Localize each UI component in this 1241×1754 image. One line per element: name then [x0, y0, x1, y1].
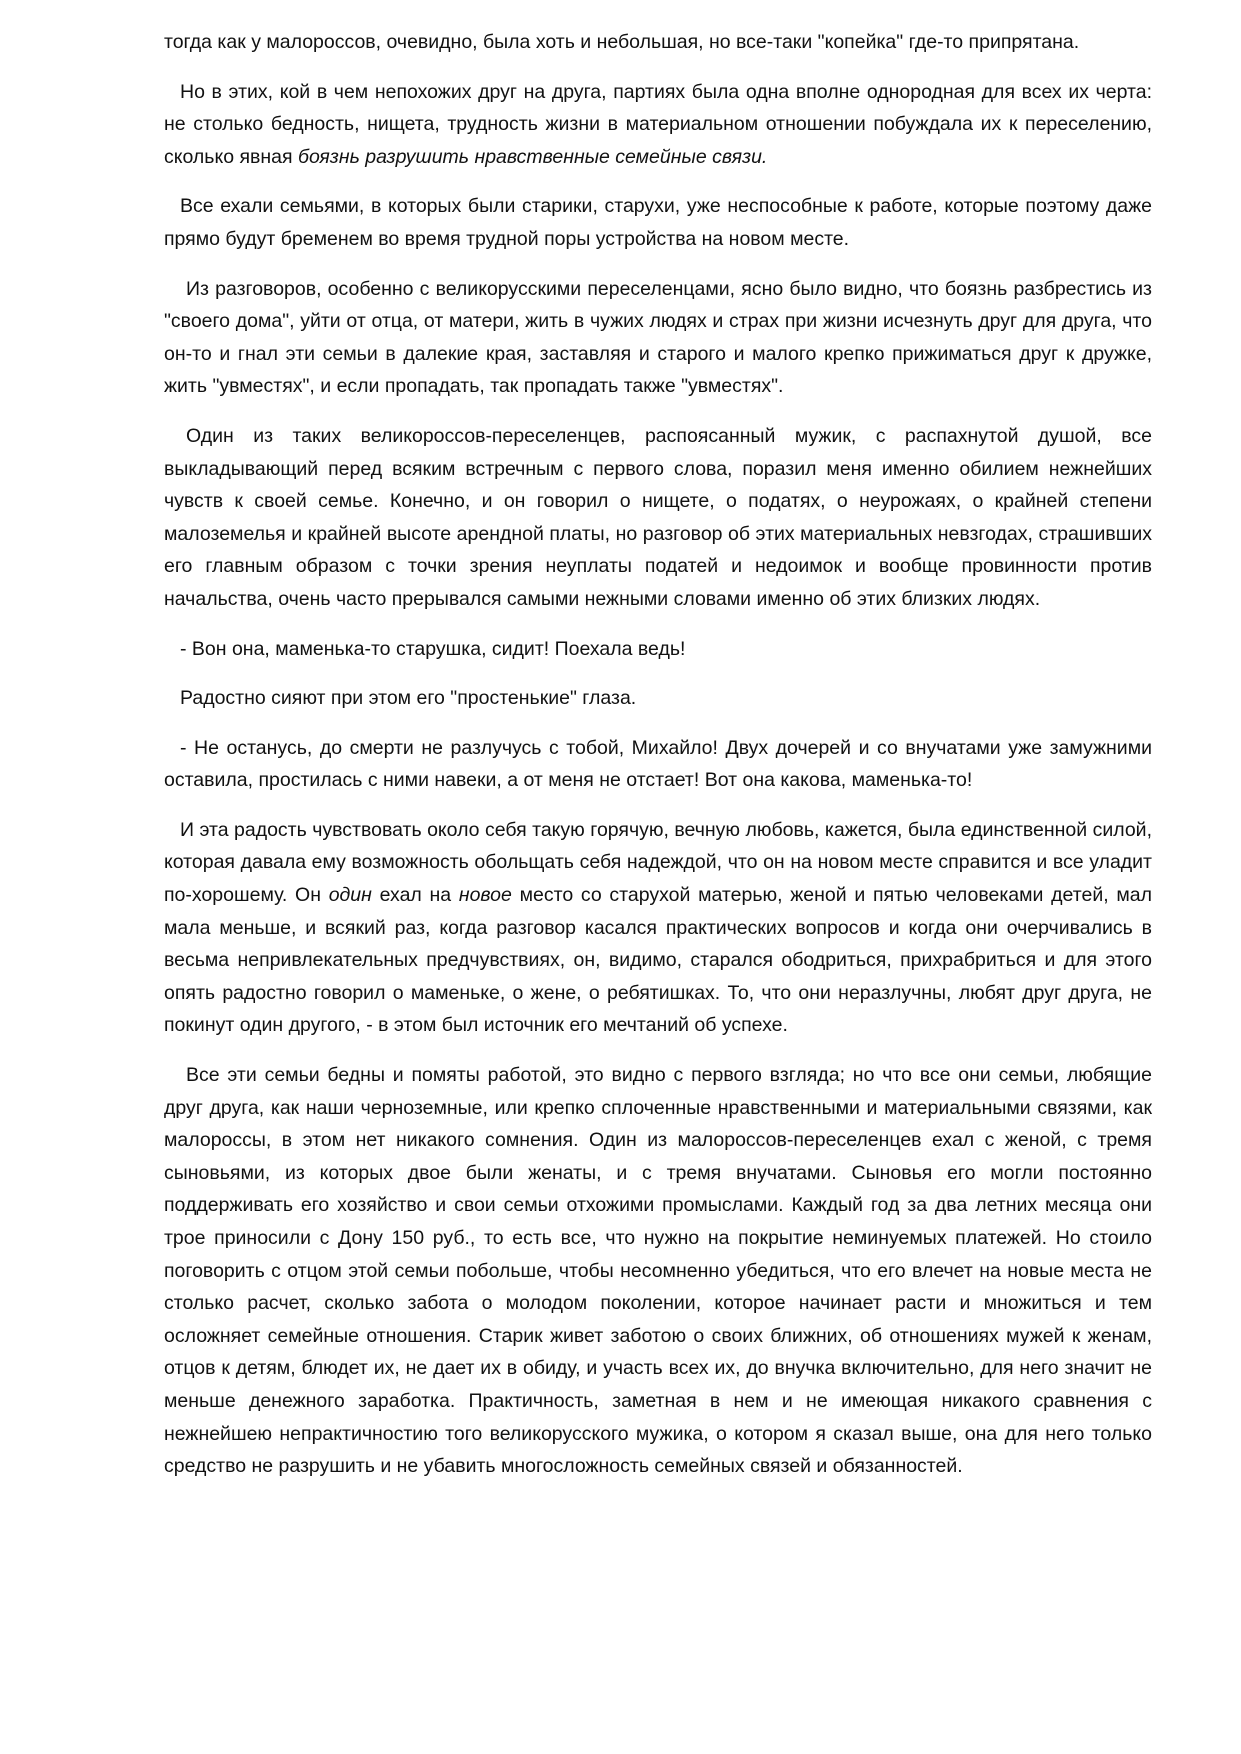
paragraph-9	[164, 814, 1152, 1042]
paragraph-2-emphasis: боязнь разрушить нравственные семейные связи.	[297, 145, 768, 168]
paragraph-10: Все эти семьи бедны и помяты работой, это видно с первого взгляда; но что все они семьи, любящие друг друга, как наши черноземные, или крепко сплоченные нравственными и материальными связями, как малороссы, в этом нет никакого сомнения. Один из малороссов-переселенцев ехал с женой, с тремя сыновьями, из которых двое были женаты, и с тремя внучатами. Сыновья его могли постоянно поддерживать его хозяйство и свои семьи отхожими промыслами. Каждый год за два летних месяца они трое приносили с Дону 150 руб., то есть все, что нужно на покрытие неминуемых платежей. Но стоило поговорить с отцом этой семьи побольше, чтобы несомненно убедиться, что его влечет на новые места не столько расчет, сколько забота о молодом поколении, которое начинает расти и множиться и тем осложняет семейные отношения. Старик живет заботою о своих ближних, об отношениях мужей к женам, отцов к детям, блюдет их, не дает их в обиду, и участь всех их, до внучка включительно, для него значит не меньше денежного заработка. Практичность, заметная в нем и не имеющая никакого сравнения с нежнейшею непрактичностию того великорусского мужика, о котором я сказал выше, она для него только средство не разрушить и не убавить многосложность семейных связей и обязанностей.	[164, 1064, 1152, 1478]
paragraph-6-dialogue: - Вон она, маменька-то старушка, сидит! Поехала ведь!	[180, 637, 686, 660]
paragraph-3: Все ехали семьями, в которых были старики, старухи, уже неспособные к работе, которые поэтому даже прямо будут бременем во время трудной поры устройства на новом месте.	[164, 195, 1152, 250]
paragraph-2-text: Но в этих, кой в чем непохожих друг на друга, партиях была одна вполне однородная для всех их черта: не столько бедность, нищета, трудность жизни в материальном отношении побуждала их к переселению, сколько явная	[164, 80, 1152, 168]
paragraph-2	[164, 76, 1152, 174]
paragraph-9-text-a: И эта радость чувствовать около себя такую горячую, вечную любовь, кажется, была единственной силой, которая давала ему возможность обольщать себя надеждой, что он на новом месте справится и все уладит по-хорошему. Он	[164, 818, 1152, 907]
document-page	[164, 26, 1152, 1483]
paragraph-9-emphasis-2: новое	[458, 884, 512, 907]
paragraph-9-emphasis-1: один	[328, 884, 372, 907]
paragraph-7: Радостно сияют при этом его "простенькие" глаза.	[180, 687, 637, 710]
paragraph-5: Один из таких великороссов-переселенцев, распоясанный мужик, с распахнутой душой, все выкладывающий перед всяким встречным с первого слова, поразил меня именно обилием нежнейших чувств к своей семье. Конечно, и он говорил о нищете, о податях, о неурожаях, о крайней степени малоземелья и крайней высоте арендной платы, но разговор об этих материальных невзгодах, страшивших его главным образом с точки зрения неуплаты податей и недоимок и вообще провинности против начальства, очень часто прерывался самыми нежными словами именно об этих близких людях.	[164, 424, 1152, 610]
paragraph-8-dialogue: - Не останусь, до смерти не разлучусь с тобой, Михайло! Двух дочерей и со внучатами уже замужними оставила, простилась с ними навеки, а от меня не отстает! Вот она какова, маменька-то!	[164, 736, 1152, 792]
paragraph-4: Из разговоров, особенно с великорусскими переселенцами, ясно было видно, что боязнь разбрестись из "своего дома", уйти от отца, от матери, жить в чужих людях и страх при жизни исчезнуть друг для друга, что он-то и гнал эти семьи в далекие края, заставляя и старого и малого крепко прижиматься друг к дружке, жить "увместях", и если пропадать, так пропадать также "увместях".	[164, 277, 1152, 398]
paragraph-9-text-c: место со старухой матерью, женой и пятью человеками детей, мал мала меньше, и всякий раз, когда разговор касался практических вопросов и когда они очерчивались в весьма непривлекательных предчувствиях, он, видимо, старался ободриться, прихрабриться и для этого опять радостно говорил о маменьке, о жене, о ребятишках. То, что они неразлучны, любят друг друга, не покинут один другого, - в этом был источник его мечтаний об успехе.	[164, 884, 1152, 1037]
paragraph-9-text-b: ехал на	[371, 884, 459, 907]
paragraph-1: тогда как у малороссов, очевидно, была хоть и небольшая, но все-таки "копейка" где-то припрятана.	[164, 31, 1080, 53]
